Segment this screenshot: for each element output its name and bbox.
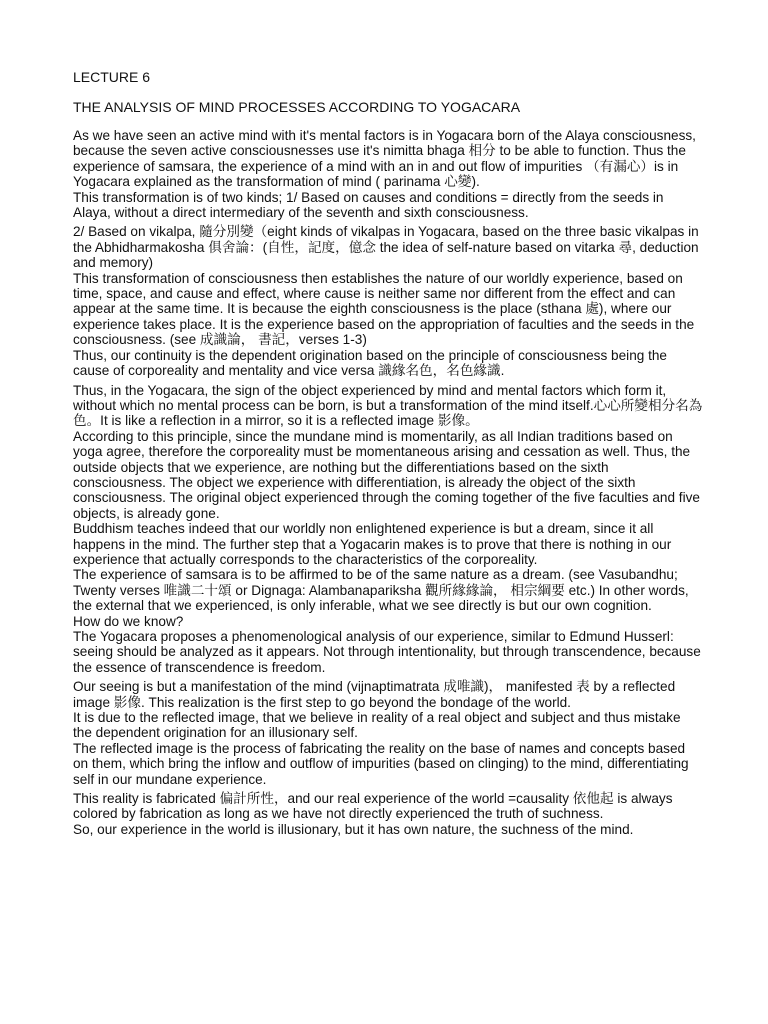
paragraph: This transformation of consciousness then establishes the nature of our worldly experience, based on time, space, and cause and effect, where cause is neither same nor different from the effect and can appear at the same time. It is because the eighth consciousness is the place (sthana 處), where our experience takes place. It is the experience based on the appropriation of faculties and the seeds in the consciousness. (see 成識論， 書記，verses 1-3) [73, 270, 695, 348]
paragraph: The experience of samsara is to be affirmed to be of the same nature as a dream. (see Vasubandhu; Twenty verses 唯識二十頌 or Dignaga: Alambanapariksha 觀所緣緣論， 相宗綱要 etc.) In other words, the external that we experienced, is only inferable, what we see directly is but our own cognition. [73, 567, 689, 614]
paragraph: It is due to the reflected image, that we believe in reality of a real object and subject and thus mistake the dependent origination for an illusionary self. [73, 710, 681, 741]
paragraph: 2/ Based on vikalpa, 隨分別變（eight kinds of vikalpas in Yogacara, based on the three basic vikalpas in the Abhidharmakosha 俱舍論：(自性，記度，億念 the idea of self-nature based on vitarka 尋, deduction and memory) [73, 224, 699, 271]
paragraph: This transformation is of two kinds; 1/ Based on causes and conditions = directly from the seeds in Alaya, without a direct intermediary of the seventh and sixth consciousness. [73, 189, 664, 221]
paragraph: The reflected image is the process of fabricating the reality on the base of names and concepts based on them, which bring the inflow and outflow of impurities (based on clinging) to the mind, differentiating self in our mundane experience. [73, 740, 689, 787]
lecture-number: LECTURE 6 [73, 69, 151, 85]
paragraph: Our seeing is but a manifestation of the mind (vijnaptimatrata 成唯識)， manifested 表 by a reflected image 影像. This realization is the first step to go beyond the bondage of the world. [73, 679, 676, 710]
paragraph: The Yogacara proposes a phenomenological analysis of our experience, similar to Edmund Husserl: seeing should be analyzed as it appears. Not through intentionality, but through transcendence, because the essence of transcendence is freedom. [73, 629, 701, 675]
lecture-title: THE ANALYSIS OF MIND PROCESSES ACCORDING TO YOGACARA [73, 99, 521, 115]
paragraph: This reality is fabricated 偏計所性，and our real experience of the world =causality 依他起 is always colored by fabrication as long as we have not directly experienced the truth of suchness. [73, 791, 673, 822]
paragraph: Buddhism teaches indeed that our worldly non enlightened experience is but a dream, since it all happens in the mind. The further step that a Yogacarin makes is to prove that there is nothing in our experience that actually corresponds to the characteristics of the corporeality. [73, 521, 672, 567]
paragraph: Thus, our continuity is the dependent origination based on the principle of consciousness being the cause of corporeality and mentality and vice versa 識緣名色，名色緣識. [73, 347, 667, 379]
paragraph: Thus, in the Yogacara, the sign of the object experienced by mind and mental factors which form it, without which no mental process can be born, is but a transformation of the mind itself.心心所變相分名為色。It is like a reflection in a mirror, so it is a reflected image 影像。 [73, 382, 703, 429]
paragraph: As we have seen an active mind with it's mental factors is in Yogacara born of the Alaya consciousness, because the seven active consciousnesses use it's nimitta bhaga 相分 to be able to function. Thus the experience of samsara, the experience of a mind with an in and out flow of impurities （有漏心）is in Yogacara explained as the transformation of mind ( parinama 心變). [73, 128, 696, 190]
paragraph: According to this principle, since the mundane mind is momentarily, as all Indian traditions based on yoga agree, therefore the corporeality must be momentaneous arising and cessation as well. Thus, the outside objects that we experience, are nothing but the differentiations based on the sixth consciousness. The object we experience with differentiation, is already the object of the sixth consciousness. The original object experienced through the coming together of the five faculties and five objects, is already gone. [73, 428, 700, 521]
body-text [73, 128, 703, 837]
paragraph: How do we know? [73, 613, 184, 629]
paragraph: So, our experience in the world is illusionary, but it has own nature, the suchness of the mind. [73, 821, 634, 837]
